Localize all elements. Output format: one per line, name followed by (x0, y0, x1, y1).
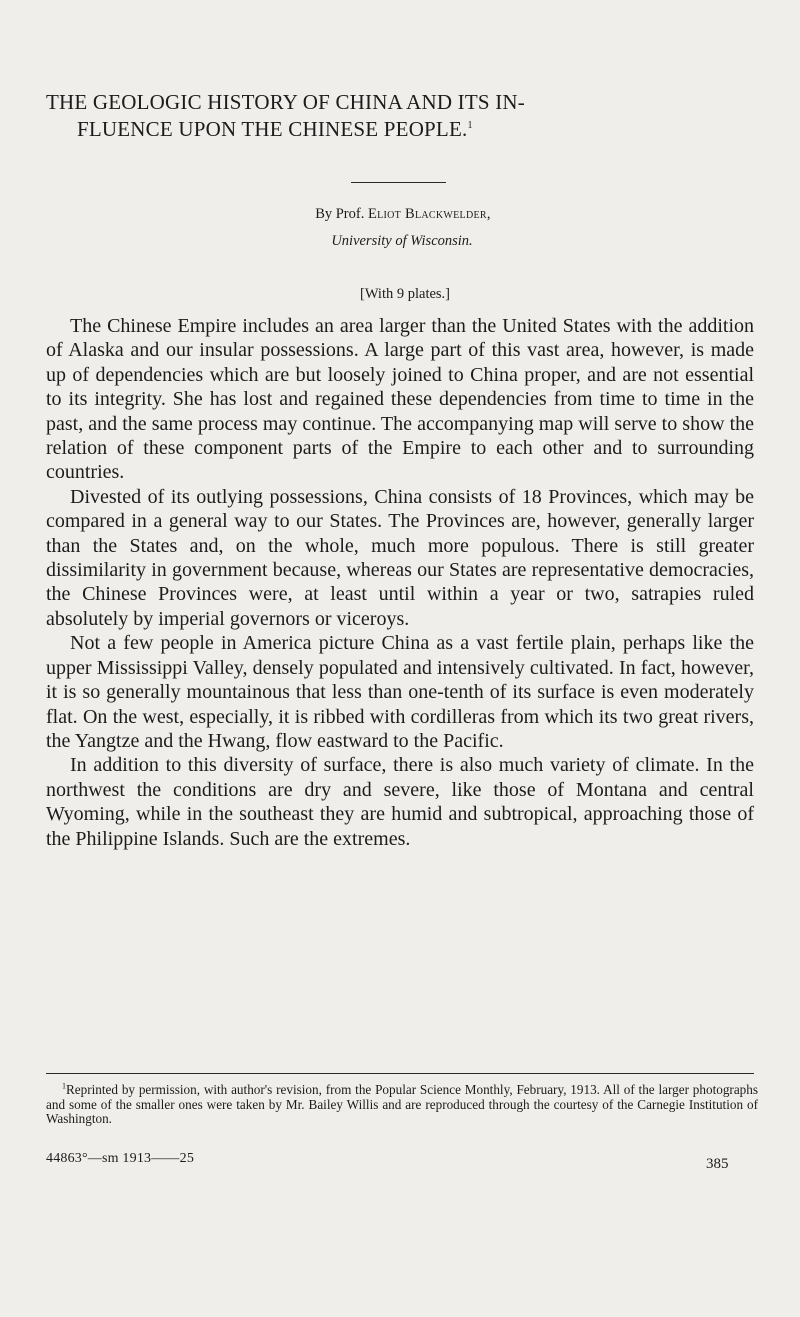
author-byline (0, 206, 800, 223)
paragraph-1: The Chinese Empire includes an area larger than the United States with the addition of Alaska and our insular possessions. A large part of this vast area, however, is made up of dependencies which are but loosely joined to China proper, and are not essential to its integrity. She has lost and regained these dependencies from time to time in the past, and the same process may continue. The accompanying map will serve to show the relation of these component parts of the Empire to each other and to surrounding countries. (46, 315, 754, 484)
print-code: 44863°—sm 1913——25 (46, 1151, 195, 1166)
article-title (46, 89, 766, 143)
title-line-2 (46, 116, 766, 143)
paragraph-3: Not a few people in America picture China as a vast fertile plain, perhaps like the upper Mississippi Valley, densely populated and intensively cultivated. In fact, however, it is so generally mountainous that less than one-tenth of its surface is even moderately flat. On the west, especially, it is ribbed with cordilleras from which its two great rivers, the Yangtze and the Hwang, flow eastward to the Pacific. (46, 632, 754, 752)
paragraph-4: In addition to this diversity of surface, there is also much variety of climate. In the northwest the conditions are dry and severe, like those of Montana and central Wyoming, while in the southeast they are humid and subtropical, approaching those of the Philippine Islands. Such are the extremes. (46, 754, 754, 850)
author-affiliation: University of Wisconsin. (331, 233, 473, 249)
author-name: Eliot Blackwelder, (367, 206, 491, 222)
byline-prefix: By Prof. (315, 206, 365, 222)
page-number: 385 (706, 1156, 729, 1172)
plates-note: [With 9 plates.] (359, 286, 451, 302)
footnote (46, 1083, 758, 1127)
title-divider (351, 182, 446, 183)
footnote-marker: 1 (62, 1081, 66, 1091)
title-line-2-text: FLUENCE UPON THE CHINESE PEOPLE. (77, 117, 468, 141)
title-footnote-marker: 1 (467, 120, 473, 131)
paragraph-2: Divested of its outlying possessions, China consists of 18 Provinces, which may be compared in a general way to our States. The Provinces are, however, generally larger than the States and, on the whole, much more populous. There is still greater dissimilarity in government because, whereas our States are representative democracies, the Chinese Provinces were, at least until within a year or two, satrapies ruled absolutely by imperial governors or viceroys. (46, 485, 754, 630)
footnote-text: Reprinted by permission, with author's revision, from the Popular Science Monthly, February, 1913. All of the larger photographs and some of the smaller ones were taken by Mr. Bailey Willis and are reproduced through the courtesy of the Carnegie Institution of Washington. (46, 1082, 758, 1127)
article-body (46, 314, 754, 851)
footnote-divider (46, 1073, 754, 1074)
title-line-1: THE GEOLOGIC HISTORY OF CHINA AND ITS IN- (46, 90, 525, 114)
